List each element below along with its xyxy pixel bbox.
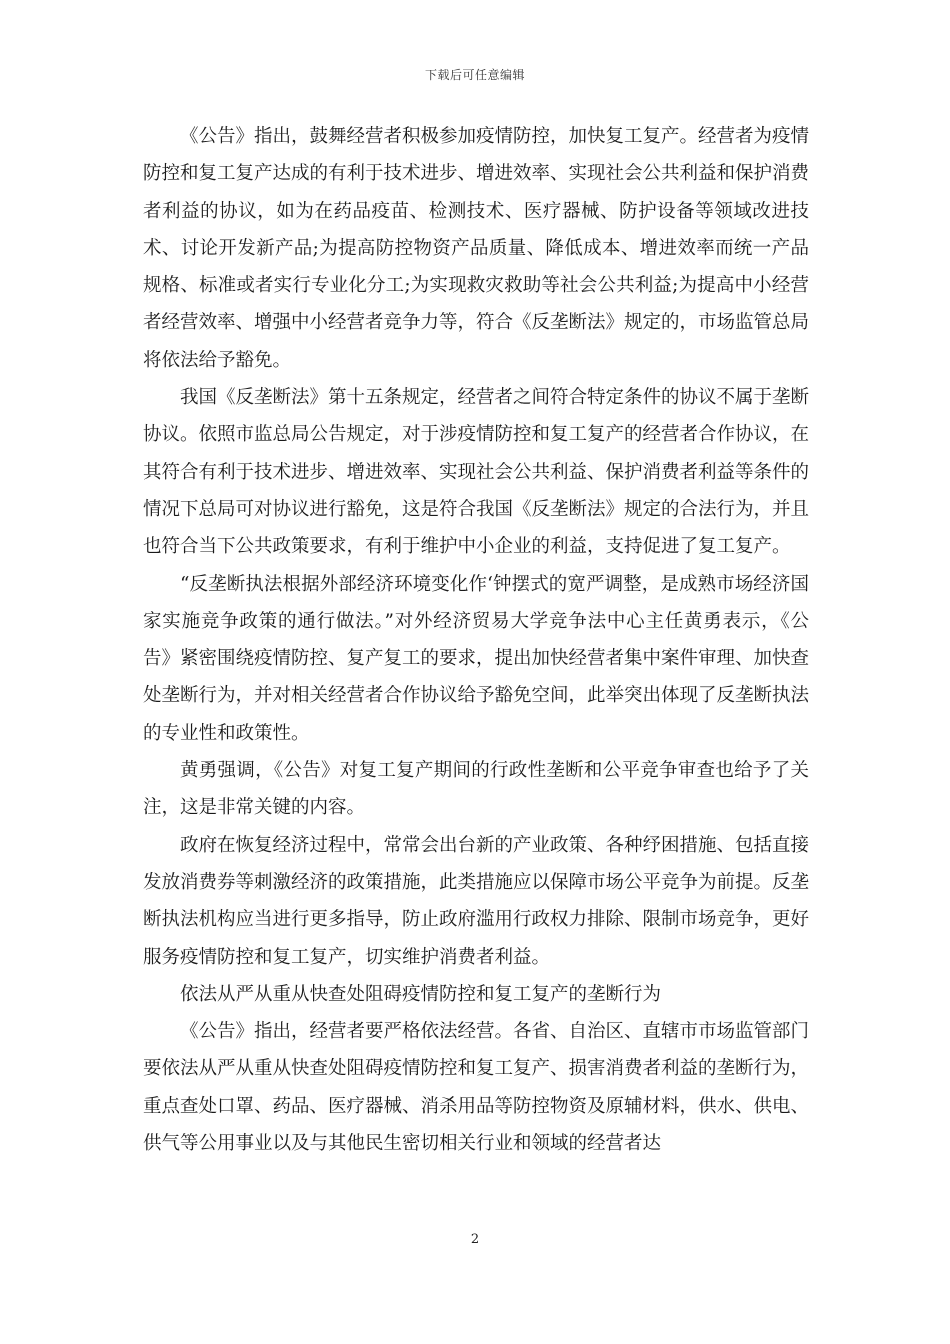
paragraph: 政府在恢复经济过程中，常常会出台新的产业政策、各种纾困措施、包括直接发放消费券等刺激经济的政策措施，此类措施应以保障市场公平竞争为前提。反垄断执法机构应当进行更多指导，防止政府滥用行政权力排除、限制市场竞争，更好服务疫情防控和复工复产，切实维护消费者利益。 <box>143 834 810 968</box>
document-body <box>143 118 809 1162</box>
paragraph: 我国《反垄断法》第十五条规定，经营者之间符合特定条件的协议不属于垄断协议。依照市监总局公告规定，对于涉疫情防控和复工复产的经营者合作协议，在其符合有利于技术进步、增进效率、实现社会公共利益、保护消费者利益等条件的情况下总局可对协议进行豁免，这是符合我国《反垄断法》规定的合法行为，并且也符合当下公共政策要求，有利于维护中小企业的利益，支持促进了复工复产。 <box>143 387 810 558</box>
paragraph: “反垄断执法根据外部经济环境变化作‘钟摆式的宽严调整，是成熟市场经济国家实施竞争政策的通行做法。”对外经济贸易大学竞争法中心主任黄勇表示，《公告》紧密围绕疫情防控、复产复工的要求，提出加快经营者集中案件审理、加快查处垄断行为，并对相关经营者合作协议给予豁免空间，此举突出体现了反垄断执法的专业性和政策性。 <box>143 573 810 744</box>
page-number: 2 <box>470 1232 480 1247</box>
paragraph: 《公告》指出，鼓舞经营者积极参加疫情防控，加快复工复产。经营者为疫情防控和复工复产达成的有利于技术进步、增进效率、实现社会公共利益和保护消费者利益的协议，如为在药品疫苗、检测技术、医疗器械、防护设备等领域改进技术、讨论开发新产品;为提高防控物资产品质量、降低成本、增进效率而统一产品规格、标准或者实行专业化分工;为实现救灾救助等社会公共利益;为提高中小经营者经营效率、增强中小经营者竞争力等，符合《反垄断法》规定的，市场监管总局将依法给予豁免。 <box>143 126 810 371</box>
paragraph: 《公告》指出，经营者要严格依法经营。各省、自治区、直辖市市场监管部门要依法从严从重从快查处阻碍疫情防控和复工复产、损害消费者利益的垄断行为，重点查处口罩、药品、医疗器械、消杀用品等防控物资及原辅材料，供水、供电、供气等公用事业以及与其他民生密切相关行业和领域的经营者达 <box>143 1021 810 1155</box>
paragraph: 黄勇强调，《公告》对复工复产期间的行政性垄断和公平竞争审查也给予了关注，这是非常关键的内容。 <box>143 760 809 819</box>
section-heading: 依法从严从重从快查处阻碍疫情防控和复工复产的垄断行为 <box>180 983 662 1005</box>
page-header: 下载后可任意编辑 <box>424 68 525 82</box>
